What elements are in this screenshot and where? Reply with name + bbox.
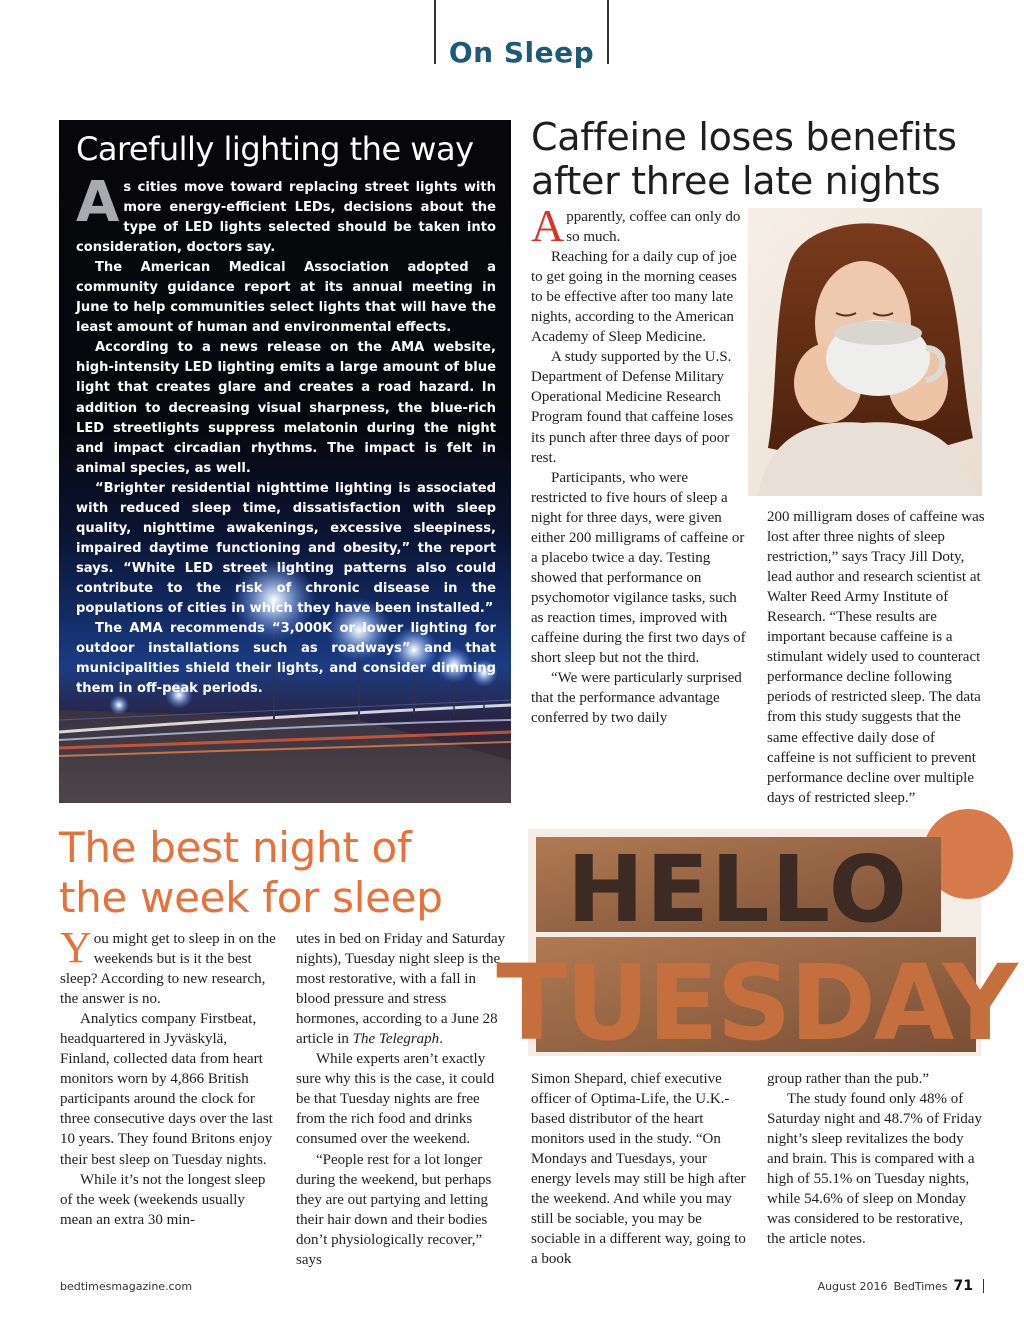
issue-date: August 2016: [817, 1279, 888, 1293]
paragraph: utes in bed on Friday and Saturday nights), Tuesday night sleep is the most restorative, with a fall in blood pressure and stress hormones, according to a June 28 article in The Telegraph.: [296, 931, 506, 1048]
lighting-body: [76, 170, 496, 699]
paragraph: group rather than the pub.”: [767, 1071, 930, 1087]
paragraph: As cities move toward replacing street lights with more energy-efficient LEDs, decisions about the type of LED lights selected should be taken into consideration, doctors say.: [76, 170, 496, 256]
paragraph: “People rest for a lot longer during the weekend, but perhaps they are out partying and letting their hair down and their bodies don’t physiologically recover,” says: [296, 1151, 492, 1268]
footer-divider: [983, 1279, 984, 1293]
paragraph: Analytics company Firstbeat, headquartered in Jyväskylä, Finland, collected data from heart monitors worn by 4,866 British participants around the clock for three consecutive days over the last 10 years. They found Britons enjoy their best sleep on Tuesday nights.: [60, 1011, 273, 1168]
magazine-name: BedTimes: [893, 1279, 948, 1293]
header-rule-right: [607, 0, 609, 64]
hello-tuesday-photo: [496, 829, 1016, 1064]
source-title: The Telegraph: [352, 1031, 440, 1048]
paragraph: According to a news release on the AMA website, high-intensity LED lighting emits a large amount of blue light that creates glare and creates a road hazard. In addition to decreasing visual sharpness, the blue-rich LED streetlights suppress melatonin during the night and impact circadian rhythms. The impact is felt in animal species, as well.: [76, 340, 496, 476]
paragraph: 200 milligram doses of caffeine was lost after three nights of sleep restriction,” says Tracy Jill Doty, lead author and research scientist at Walter Reed Army Institute of Research. “These results are important because caffeine is a stimulant widely used to counteract performance decline following periods of restricted sleep. The data from this study suggests that the same effective daily dose of caffeine is not sufficient to prevent performance decline over multiple days of restricted sleep.”: [767, 509, 985, 806]
best-night-column-1: [60, 923, 276, 1230]
paragraph: The study found only 48% of Saturday night and 48.7% of Friday night’s sleep revitalizes the body and brain. This is compared with a high of 55.1% on Tuesday nights, while 54.6% of sleep on Monday was considered to be restorative, the article notes.: [767, 1091, 982, 1248]
section-title: On Sleep: [448, 36, 595, 69]
caffeine-headline: Caffeine loses benefits after three late nights: [531, 115, 957, 203]
footer-url: bedtimesmagazine.com: [60, 1280, 193, 1293]
best-night-headline: The best night of the week for sleep: [59, 823, 443, 922]
paragraph: “We were particularly surprised that the performance advantage conferred by two daily: [531, 670, 742, 727]
paragraph: While it’s not the longest sleep of the week (weekends usually mean an extra 30 min-: [60, 1171, 266, 1228]
paragraph: The AMA recommends “3,000K or lower lighting for outdoor installations such as roadways” and that municipalities shield their lights, and consider dimming them in off-peak periods.: [76, 621, 496, 697]
drop-cap: A: [531, 200, 565, 251]
paragraph: A study supported by the U.S. Department of Defense Military Operational Medicine Research Program found that caffeine loses its punch after three days of poor rest.: [531, 349, 734, 466]
paragraph: The American Medical Association adopted a community guidance report at its annual meeting in June to help communities select lights that will have the least amount of human and environmental effects.: [76, 260, 496, 336]
best-night-column-4: [767, 1069, 985, 1249]
hello-letters: HELLO: [566, 836, 910, 943]
drop-cap: A: [76, 170, 120, 235]
paragraph: Simon Shepard, chief executive officer of Optima-Life, the U.K.-based distributor of the heart monitors used in the study. “On Mondays and Tuesdays, your energy levels may still be high after the weekend. And while you may still be sociable, you may be sociable in a different way, going to a book: [531, 1071, 746, 1268]
best-night-column-3: [531, 1069, 749, 1269]
paragraph: Participants, who were restricted to five hours of sleep a night for three days, were given either 200 milligrams of caffeine or a placebo twice a day. Testing showed that performance on psychomotor vigilance tasks, such as reaction times, improved with caffeine during the first two days of short sleep but not the third.: [531, 469, 746, 667]
paragraph: “Brighter residential nighttime lighting is associated with reduced sleep time, dissatisfaction with sleep quality, nighttime awakenings, excessive sleepiness, impaired daytime functioning and obesity,” the report says. “White LED street lighting patterns also could contribute to the risk of chronic disease in the populations of cities in which they have been installed.”: [76, 480, 496, 616]
page-number: 71: [953, 1278, 973, 1294]
lighting-headline: Carefully lighting the way: [76, 130, 474, 168]
lighting-article: [59, 120, 511, 803]
caffeine-column-2: [767, 507, 985, 808]
best-night-column-2: [296, 929, 510, 1270]
paragraph: You might get to sleep in on the weekends but is it the best sleep? According to new research, the answer is no.: [60, 923, 276, 1008]
woman-drinking-coffee-photo: [748, 208, 982, 496]
paragraph: While experts aren’t exactly sure why this is the case, it could be that Tuesday nights are free from the rich food and drinks consumed over the weekend.: [296, 1051, 495, 1148]
drop-cap: Y: [60, 923, 92, 972]
caffeine-column-1: [531, 200, 746, 728]
paragraph: Reaching for a daily cup of joe to get going in the morning ceases to be effective after too many late nights, according to the American Academy of Sleep Medicine.: [531, 249, 737, 346]
footer-issue: [818, 1278, 984, 1294]
paragraph: Apparently, coffee can only do so much.: [531, 200, 741, 251]
tuesday-letters: TUESDAY: [496, 942, 1016, 1064]
